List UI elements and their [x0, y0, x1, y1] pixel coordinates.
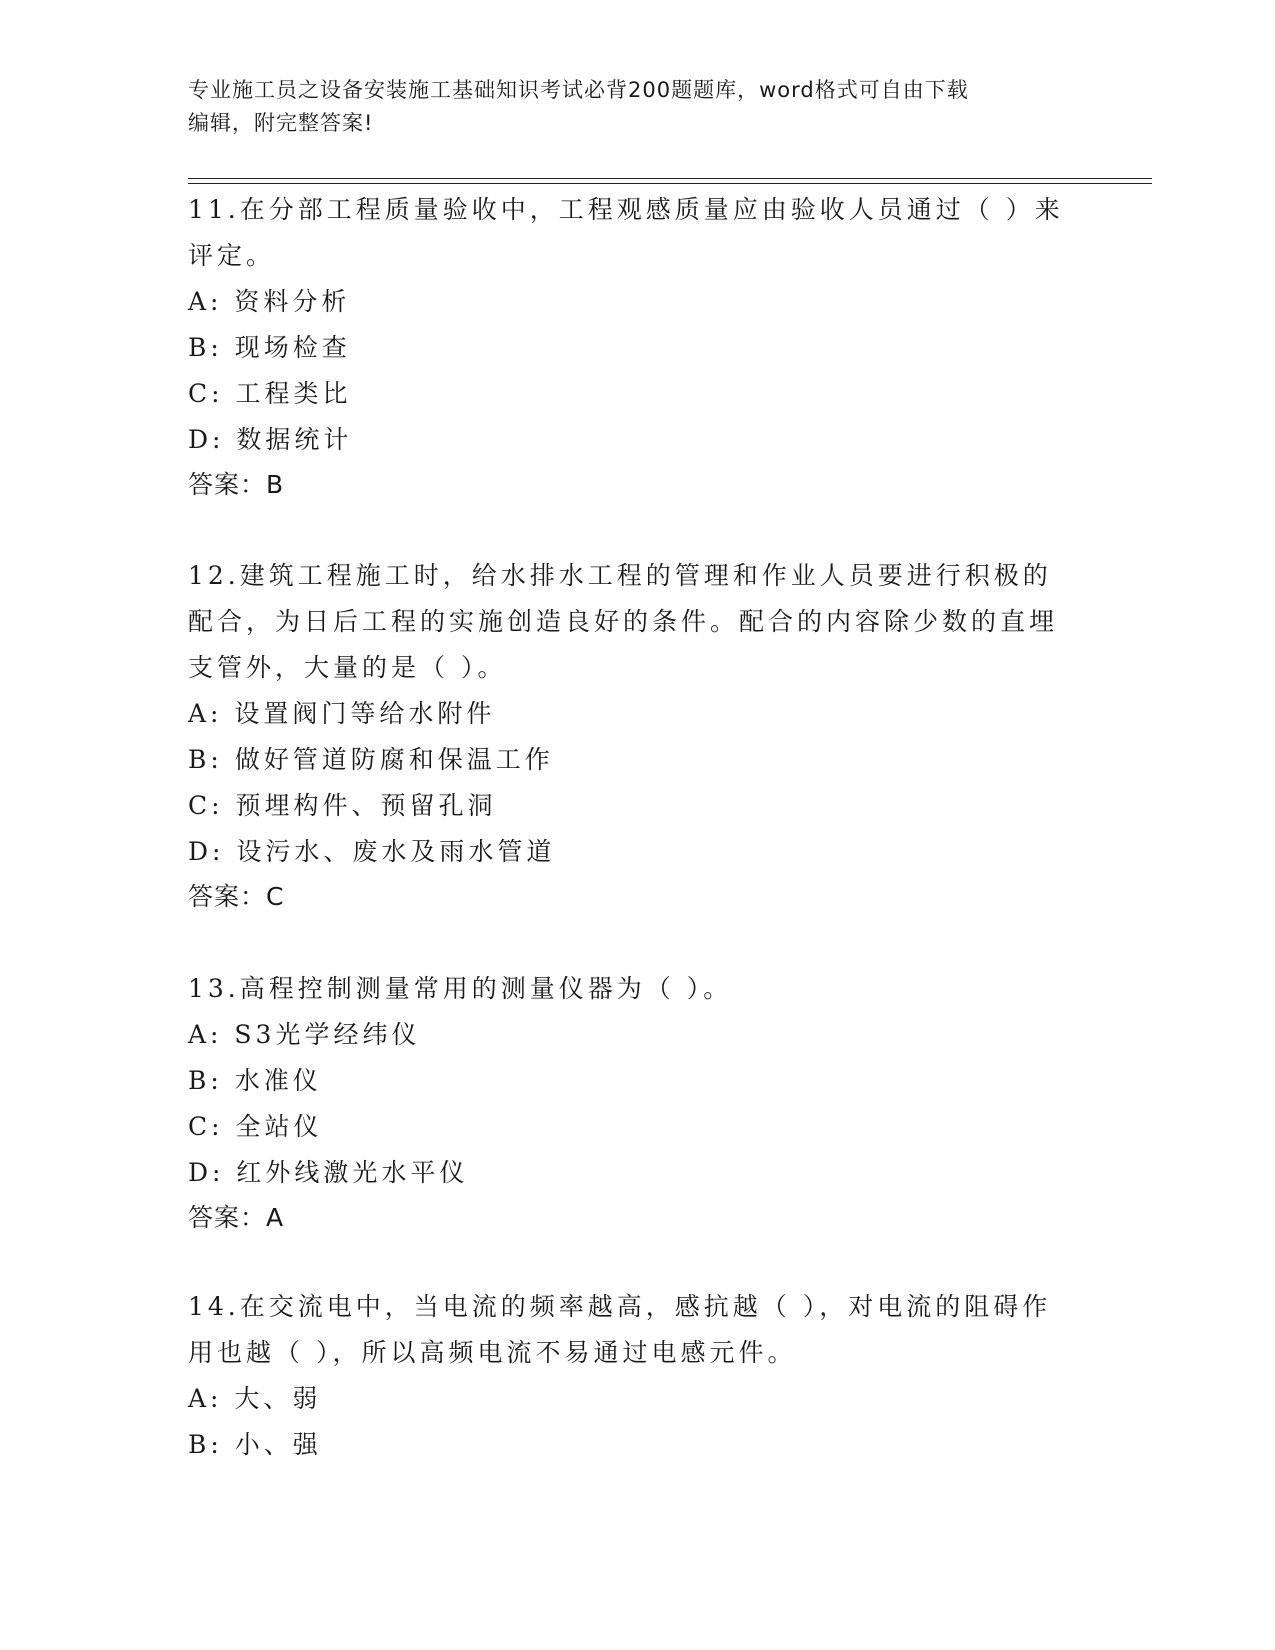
answer-line: 答案：A: [188, 1203, 285, 1232]
question-stem: 13.高程控制测量常用的测量仪器为（ ）。: [188, 974, 733, 1003]
option-c: C: 预埋构件、预留孔洞: [188, 791, 497, 820]
option-d: D: 红外线激光水平仪: [188, 1158, 469, 1187]
option-c: C: 全站仪: [188, 1112, 323, 1141]
option-c: C: 工程类比: [188, 379, 352, 408]
option-d: D: 设污水、废水及雨水管道: [188, 837, 556, 866]
question-stem: 11.在分部工程质量验收中，工程观感质量应由验收人员通过（ ）来评定。: [188, 195, 1064, 270]
option-a: A: 资料分析: [188, 287, 351, 316]
header-divider-top: [188, 178, 1152, 179]
document-header: [188, 74, 1078, 140]
header-divider-bottom: [188, 183, 1152, 184]
question-stem: 14.在交流电中，当电流的频率越高，感抗越（ ），对电流的阻碍作用也越（ ），所以高频电流不易通过电感元件。: [188, 1292, 1052, 1367]
answer-line: 答案：B: [188, 470, 285, 499]
question-11: [188, 187, 1068, 507]
answer-line: 答案：C: [188, 882, 285, 911]
option-b: B: 做好管道防腐和保温工作: [188, 745, 554, 774]
option-d: D: 数据统计: [188, 425, 353, 454]
question-14: [188, 1284, 1068, 1468]
option-a: A: 大、弱: [188, 1384, 322, 1413]
option-a: A: S3光学经纬仪: [188, 1020, 421, 1049]
question-stem: 12.建筑工程施工时，给水排水工程的管理和作业人员要进行积极的配合，为日后工程的实施创造良好的条件。配合的内容除少数的直埋支管外，大量的是（ ）。: [188, 561, 1059, 682]
header-line-1: 专业施工员之设备安装施工基础知识考试必背200题题库，word格式可自由下载: [188, 78, 969, 102]
option-b: B: 小、强: [188, 1430, 322, 1459]
question-13: [188, 966, 1068, 1240]
option-b: B: 现场检查: [188, 333, 351, 362]
header-line-2: 编辑，附完整答案!: [188, 111, 374, 135]
option-b: B: 水准仪: [188, 1066, 322, 1095]
option-a: A: 设置阀门等给水附件: [188, 699, 496, 728]
question-12: [188, 553, 1068, 919]
